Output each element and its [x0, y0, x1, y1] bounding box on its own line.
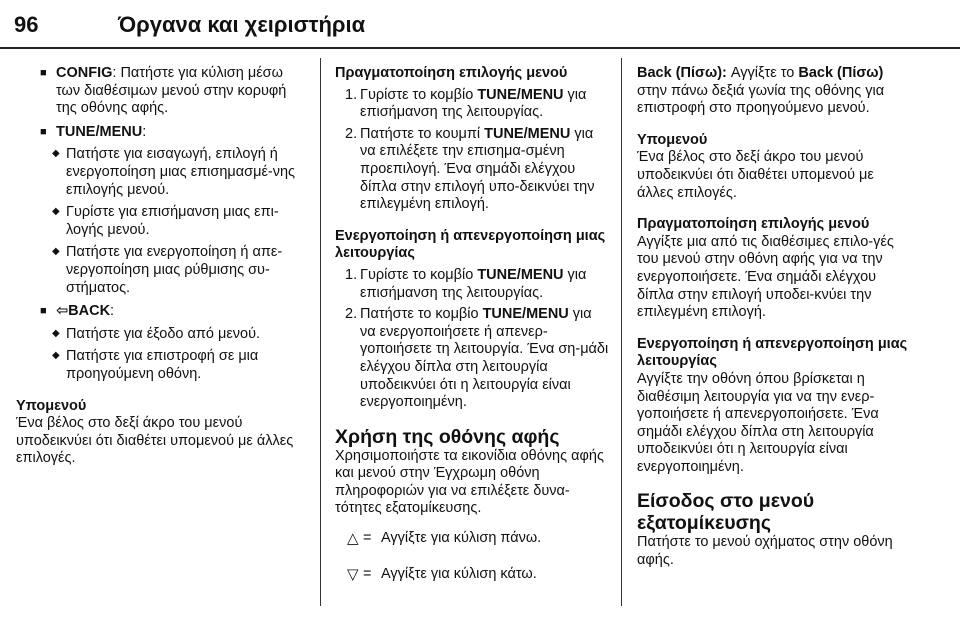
config-label: CONFIG: [56, 65, 113, 81]
step-button-label: TUNE/MENU: [484, 125, 571, 142]
menu-select-text: Αγγίξτε μια από τις διαθέσιμες επιλο-γές του μενού στην οθόνη αφής για να την ενεργοποιήσετε. Ένα σημάδι ελέγχου δίπλα στην επιλογή υποδει-κνύει την επιλεγμένη επιλογή.: [637, 233, 894, 321]
back-arrow-icon: ⇦: [56, 303, 69, 320]
square-bullet-icon: ■: [40, 67, 47, 79]
page-number: 96: [14, 12, 39, 37]
back-colon: :: [110, 303, 115, 320]
back-term: Back (Πίσω):: [637, 65, 727, 81]
scroll-up-text: Αγγίξτε για κύλιση πάνω.: [381, 530, 542, 547]
back-button-label: Back (Πίσω): [798, 65, 884, 81]
step-text: Γυρίστε το κομβίο: [360, 266, 478, 283]
tune-label: TUNE/MENU: [56, 123, 143, 140]
config-text: : Πατήστε για κύλιση μέσω των διαθέσιμων μενού στην κορυφή της οθόνης αφής.: [56, 65, 287, 117]
step-text: για να ενεργοποιήσετε ή απενερ-γοποιήσετε τη λειτουργία. Ένα ση-μάδι ελέγχου δίπλα στη λειτουργία υποδεικνύει ότι η λειτουργία είναι ενεργοποιημένη.: [360, 306, 609, 411]
toggle-heading: Ενεργοποίηση ή απενεργοποίηση μιας λειτουργίας: [335, 227, 606, 262]
triangle-down-icon: ▽: [347, 566, 359, 584]
touchscreen-text: Χρησιμοποιήστε τα εικονίδια οθόνης αφής και μενού στην Έγχρωμη οθόνη πληροφοριών για να επιλέξετε δυνα-τότητες εξατομίκευσης.: [335, 447, 604, 517]
config-item: [40, 65, 310, 118]
tune-subitem-text: Γυρίστε για επισήμανση μιας επι-λογής μενού.: [66, 204, 279, 238]
equals-sign: =: [363, 530, 372, 547]
scroll-down-row: [335, 566, 610, 590]
step-item: [335, 267, 610, 302]
back-subitem-text: Πατήστε για έξοδο από μενού.: [66, 325, 261, 342]
step-knob-label: TUNE/MENU: [482, 306, 569, 323]
triangle-up-icon: △: [347, 530, 359, 548]
column-divider-1: [320, 58, 321, 606]
personalization-text: Πατήστε το μενού οχήματος στην οθόνη αφής.: [637, 534, 893, 569]
square-bullet-icon: ■: [40, 305, 47, 318]
step-number: 1.: [345, 266, 358, 283]
submenu-heading: Υπομενού: [16, 397, 87, 414]
step-text: για επισήμανση της λειτουργίας.: [360, 266, 587, 301]
step-text: Γυρίστε το κομβίο: [360, 86, 478, 103]
back-subitem-text: Πατήστε για επιστροφή σε μια προηγούμενη οθόνη.: [66, 348, 259, 382]
tune-subitem: [40, 244, 310, 297]
step-text: Πατήστε το κουμπί: [360, 125, 485, 142]
toggle-heading: Ενεργοποίηση ή απενεργοποίηση μιας λειτουργίας: [637, 335, 908, 370]
submenu-heading: Υπομενού: [637, 131, 708, 148]
diamond-bullet-icon: ◆: [52, 246, 60, 258]
equals-sign: =: [363, 566, 372, 583]
diamond-bullet-icon: ◆: [52, 206, 60, 218]
step-knob-label: TUNE/MENU: [477, 266, 564, 283]
step-number: 2.: [345, 125, 358, 142]
submenu-text: Ένα βέλος στο δεξί άκρο του μενού υποδεικνύει ότι διαθέτει υπομενού με άλλες επιλογές.: [16, 415, 294, 467]
column-divider-2: [621, 58, 622, 606]
diamond-bullet-icon: ◆: [52, 148, 60, 160]
column-2: [335, 65, 610, 590]
diamond-bullet-icon: ◆: [52, 350, 60, 362]
toggle-text: Αγγίξτε την οθόνη όπου βρίσκεται η διαθέσιμη λειτουργία για να την ενερ-γοποιήσετε ή απενεργοποιήσετε. Ένα σημάδι ελέγχου δίπλα στη λειτουργία υποδεικνύει ότι η λειτουργία είναι ενεργοποιημένη.: [637, 370, 879, 475]
tune-colon: :: [142, 123, 147, 140]
diamond-bullet-icon: ◆: [52, 327, 60, 339]
back-text: στην πάνω δεξιά γωνία της οθόνης για επιστροφή στο προηγούμενο μενού.: [637, 82, 885, 117]
menu-select-heading: Πραγματοποίηση επιλογής μενού: [637, 216, 870, 233]
square-bullet-icon: ■: [40, 125, 47, 138]
page-header: [0, 0, 960, 52]
back-subitem: [40, 326, 310, 344]
step-item: [335, 306, 610, 412]
back-text: Αγγίξτε το: [726, 65, 799, 81]
step-item: [335, 126, 610, 214]
tune-subitem: [40, 146, 310, 199]
page-title: Όργανα και χειριστήρια: [118, 12, 366, 37]
back-item: [40, 303, 310, 383]
scroll-up-row: [335, 530, 610, 554]
column-3: [637, 65, 913, 570]
tune-subitem: [40, 204, 310, 239]
step-text: για επισήμανση της λειτουργίας.: [360, 86, 587, 121]
submenu-text: Ένα βέλος στο δεξί άκρο του μενού υποδεικνύει ότι διαθέτει υπομενού με άλλες επιλογές.: [637, 149, 874, 201]
tune-subitem-text: Πατήστε για εισαγωγή, επιλογή ή ενεργοποίηση μιας επισημασμέ-νης επιλογής μενού.: [66, 146, 296, 198]
step-number: 2.: [345, 306, 358, 323]
back-paragraph: [637, 65, 913, 118]
step-text: για να επιλέξετε την επισημα-σμένη προεπιλογή. Ένα σημάδι ελέγχου δίπλα στην επιλογή υπο-δεικνύει την επιλεγμένη επιλογή.: [360, 125, 595, 213]
step-knob-label: TUNE/MENU: [477, 86, 564, 103]
touchscreen-heading: Χρήση της οθόνης αφής: [335, 425, 560, 448]
tune-item: [40, 124, 310, 297]
step-number: 1.: [345, 86, 358, 103]
step-item: [335, 87, 610, 122]
step-text: Πατήστε το κομβίο: [360, 306, 483, 323]
scroll-down-text: Αγγίξτε για κύλιση κάτω.: [381, 566, 537, 583]
column-1: [16, 65, 310, 468]
personalization-heading: Είσοδος στο μενού εξατομίκευσης: [637, 490, 815, 535]
tune-subitem-text: Πατήστε για ενεργοποίηση ή απε-νεργοποίηση μιας ρύθμισης συ-στήματος.: [66, 244, 283, 296]
back-subitem: [40, 348, 310, 383]
back-label: BACK: [68, 303, 111, 320]
header-divider: [0, 47, 960, 49]
menu-select-heading: Πραγματοποίηση επιλογής μενού: [335, 65, 568, 81]
